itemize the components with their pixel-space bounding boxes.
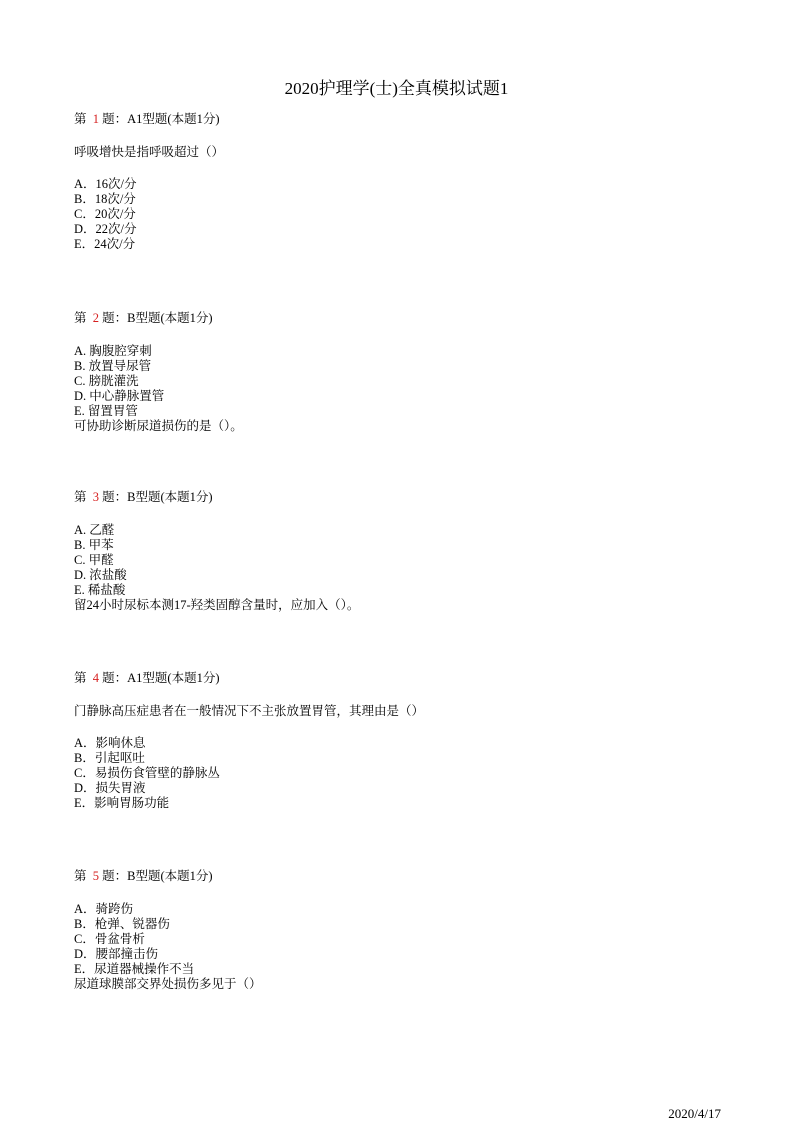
question-2 — [74, 311, 734, 434]
option-d: D．22次/分 — [74, 222, 137, 236]
question-number: 1 — [92, 112, 100, 126]
question-header — [74, 311, 734, 326]
option-c: C．骨盆骨析 — [74, 932, 145, 946]
question-5 — [74, 869, 734, 992]
question-prefix: 第 — [74, 311, 87, 325]
question-prefix: 第 — [74, 490, 87, 504]
question-number: 3 — [92, 490, 100, 504]
question-header — [74, 112, 734, 127]
question-header — [74, 869, 734, 884]
option-b: B．引起呕吐 — [74, 751, 145, 765]
option-b: B．18次/分 — [74, 192, 136, 206]
option-d: D．腰部撞击伤 — [74, 947, 159, 961]
question-number: 2 — [92, 311, 100, 325]
question-type: 题：B型题(本题1分) — [102, 490, 213, 504]
option-list — [74, 523, 734, 598]
option-list — [74, 177, 734, 252]
option-list — [74, 902, 734, 977]
option-a: A．骑跨伤 — [74, 902, 134, 916]
question-1 — [74, 112, 734, 252]
option-d: D．损失胃液 — [74, 781, 146, 795]
question-stem: 呼吸增快是指呼吸超过（） — [74, 145, 225, 159]
option-a: A. 胸腹腔穿刺 — [74, 344, 152, 358]
option-a: A．影响休息 — [74, 736, 146, 750]
question-number: 5 — [92, 869, 100, 883]
question-type: 题：B型题(本题1分) — [102, 311, 213, 325]
question-stem: 尿道球膜部交界处损伤多见于（） — [74, 977, 262, 991]
question-prefix: 第 — [74, 671, 87, 685]
option-list — [74, 344, 734, 419]
option-e: E．尿道器械操作不当 — [74, 962, 195, 976]
option-e: E. 留置胃管 — [74, 404, 138, 418]
option-c: C. 膀胱灌洗 — [74, 374, 139, 388]
question-header — [74, 671, 734, 686]
question-4 — [74, 671, 734, 811]
document-title: 2020护理学(士)全真模拟试题1 — [284, 79, 509, 98]
question-stem: 门静脉高压症患者在一般情况下不主张放置胃管，其理由是（） — [74, 704, 425, 718]
question-prefix: 第 — [74, 112, 87, 126]
question-type: 题：A1型题(本题1分) — [102, 671, 220, 685]
question-number: 4 — [92, 671, 100, 685]
question-stem: 可协助诊断尿道损伤的是（）。 — [74, 419, 243, 433]
option-c: C．20次/分 — [74, 207, 136, 221]
question-header — [74, 490, 734, 505]
option-list — [74, 736, 734, 811]
option-e: E. 稀盐酸 — [74, 583, 126, 597]
option-e: E．影响胃肠功能 — [74, 796, 170, 810]
option-c: C. 甲醛 — [74, 553, 114, 567]
option-b: B. 甲苯 — [74, 538, 114, 552]
option-d: D. 浓盐酸 — [74, 568, 127, 582]
question-type: 题：B型题(本题1分) — [102, 869, 213, 883]
option-e: E．24次/分 — [74, 237, 136, 251]
question-prefix: 第 — [74, 869, 87, 883]
option-a: A. 乙醛 — [74, 523, 115, 537]
question-type: 题：A1型题(本题1分) — [102, 112, 220, 126]
question-3 — [74, 490, 734, 613]
option-b: B. 放置导尿管 — [74, 359, 152, 373]
footer-date: 2020/4/17 — [668, 1106, 721, 1121]
option-a: A．16次/分 — [74, 177, 137, 191]
option-d: D. 中心静脉置管 — [74, 389, 165, 403]
option-c: C．易损伤食管壁的静脉丛 — [74, 766, 220, 780]
option-b: B．枪弹、锐器伤 — [74, 917, 170, 931]
question-stem: 留24小时尿标本测17-羟类固醇含量时，应加入（）。 — [74, 598, 360, 612]
